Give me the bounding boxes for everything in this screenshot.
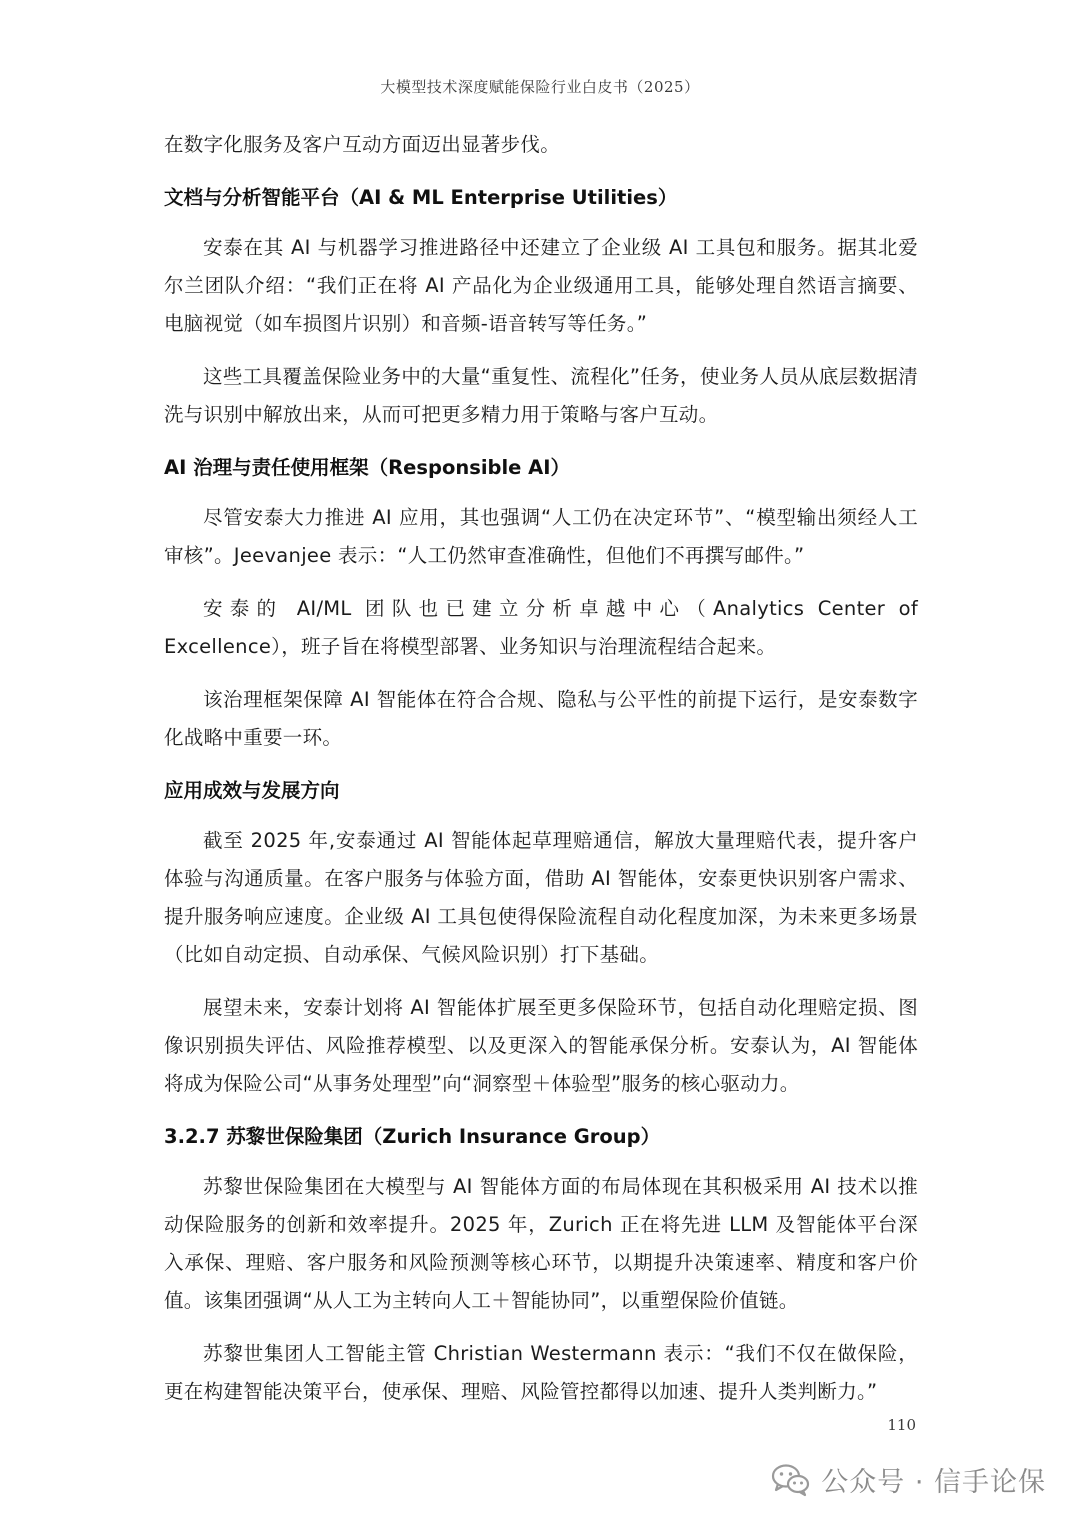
section-heading: 3.2.7 苏黎世保险集团（Zurich Insurance Group） <box>164 1125 661 1148</box>
paragraph: 该治理框架保障 AI 智能体在符合合规、隐私与公平性的前提下运行，是安泰数字化战略中重要一环。 <box>164 688 918 749</box>
paragraph: 苏黎世保险集团在大模型与 AI 智能体方面的布局体现在其积极采用 AI 技术以推动保险服务的创新和效率提升。2025 年，Zurich 正在将先进 LLM 及智能体平台深入承保、理赔、客户服务和风险预测等核心环节，以期提升决策速率、精度和客户价值。该集团强调“从人工为主转向人工＋智能协同”，以重塑保险价值链。 <box>164 1175 918 1312</box>
watermark-text: 公众号 · 信手论保 <box>821 1467 1046 1498</box>
paragraph: 这些工具覆盖保险业务中的大量“重复性、流程化”任务，使业务人员从底层数据清洗与识别中解放出来，从而可把更多精力用于策略与客户互动。 <box>164 365 918 426</box>
paragraph: 截至 2025 年,安泰通过 AI 智能体起草理赔通信，解放大量理赔代表，提升客户体验与沟通质量。在客户服务与体验方面，借助 AI 智能体，安泰更快识别客户需求、提升服务响应速度。企业级 AI 工具包使得保险流程自动化程度加深，为未来更多场景（比如自动定损、自动承保、气候风险识别）打下基础。 <box>164 829 918 966</box>
paragraph: 安泰的 AI/ML 团队也已建立分析卓越中心（Analytics Center of Excellence），班子旨在将模型部署、业务知识与治理流程结合起来。 <box>164 597 918 658</box>
wechat-icon <box>771 1463 811 1497</box>
watermark <box>771 1460 1046 1499</box>
paragraph: 在数字化服务及客户互动方面迈出显著步伐。 <box>164 133 561 156</box>
running-header: 大模型技术深度赋能保险行业白皮书（2025） <box>380 78 700 96</box>
section-heading: 文档与分析智能平台（AI & ML Enterprise Utilities） <box>164 186 678 209</box>
paragraph: 安泰在其 AI 与机器学习推进路径中还建立了企业级 AI 工具包和服务。据其北爱尔兰团队介绍：“我们正在将 AI 产品化为企业级通用工具，能够处理自然语言摘要、电脑视觉（如车损图片识别）和音频-语音转写等任务。” <box>164 236 918 335</box>
page-number: 110 <box>887 1416 916 1434</box>
paragraph: 尽管安泰大力推进 AI 应用，其也强调“人工仍在决定环节”、“模型输出须经人工审核”。Jeevanjee 表示：“人工仍然审查准确性，但他们不再撰写邮件。” <box>164 506 918 567</box>
document-body <box>164 126 918 1426</box>
section-heading: 应用成效与发展方向 <box>164 779 340 802</box>
paragraph: 苏黎世集团人工智能主管 Christian Westermann 表示：“我们不仅在做保险，更在构建智能决策平台，使承保、理赔、风险管控都得以加速、提升人类判断力。” <box>164 1342 918 1403</box>
section-heading: AI 治理与责任使用框架（Responsible AI） <box>164 456 571 479</box>
paragraph: 展望未来，安泰计划将 AI 智能体扩展至更多保险环节，包括自动化理赔定损、图像识别损失评估、风险推荐模型、以及更深入的智能承保分析。安泰认为，AI 智能体将成为保险公司“从事务处理型”向“洞察型＋体验型”服务的核心驱动力。 <box>164 996 918 1095</box>
